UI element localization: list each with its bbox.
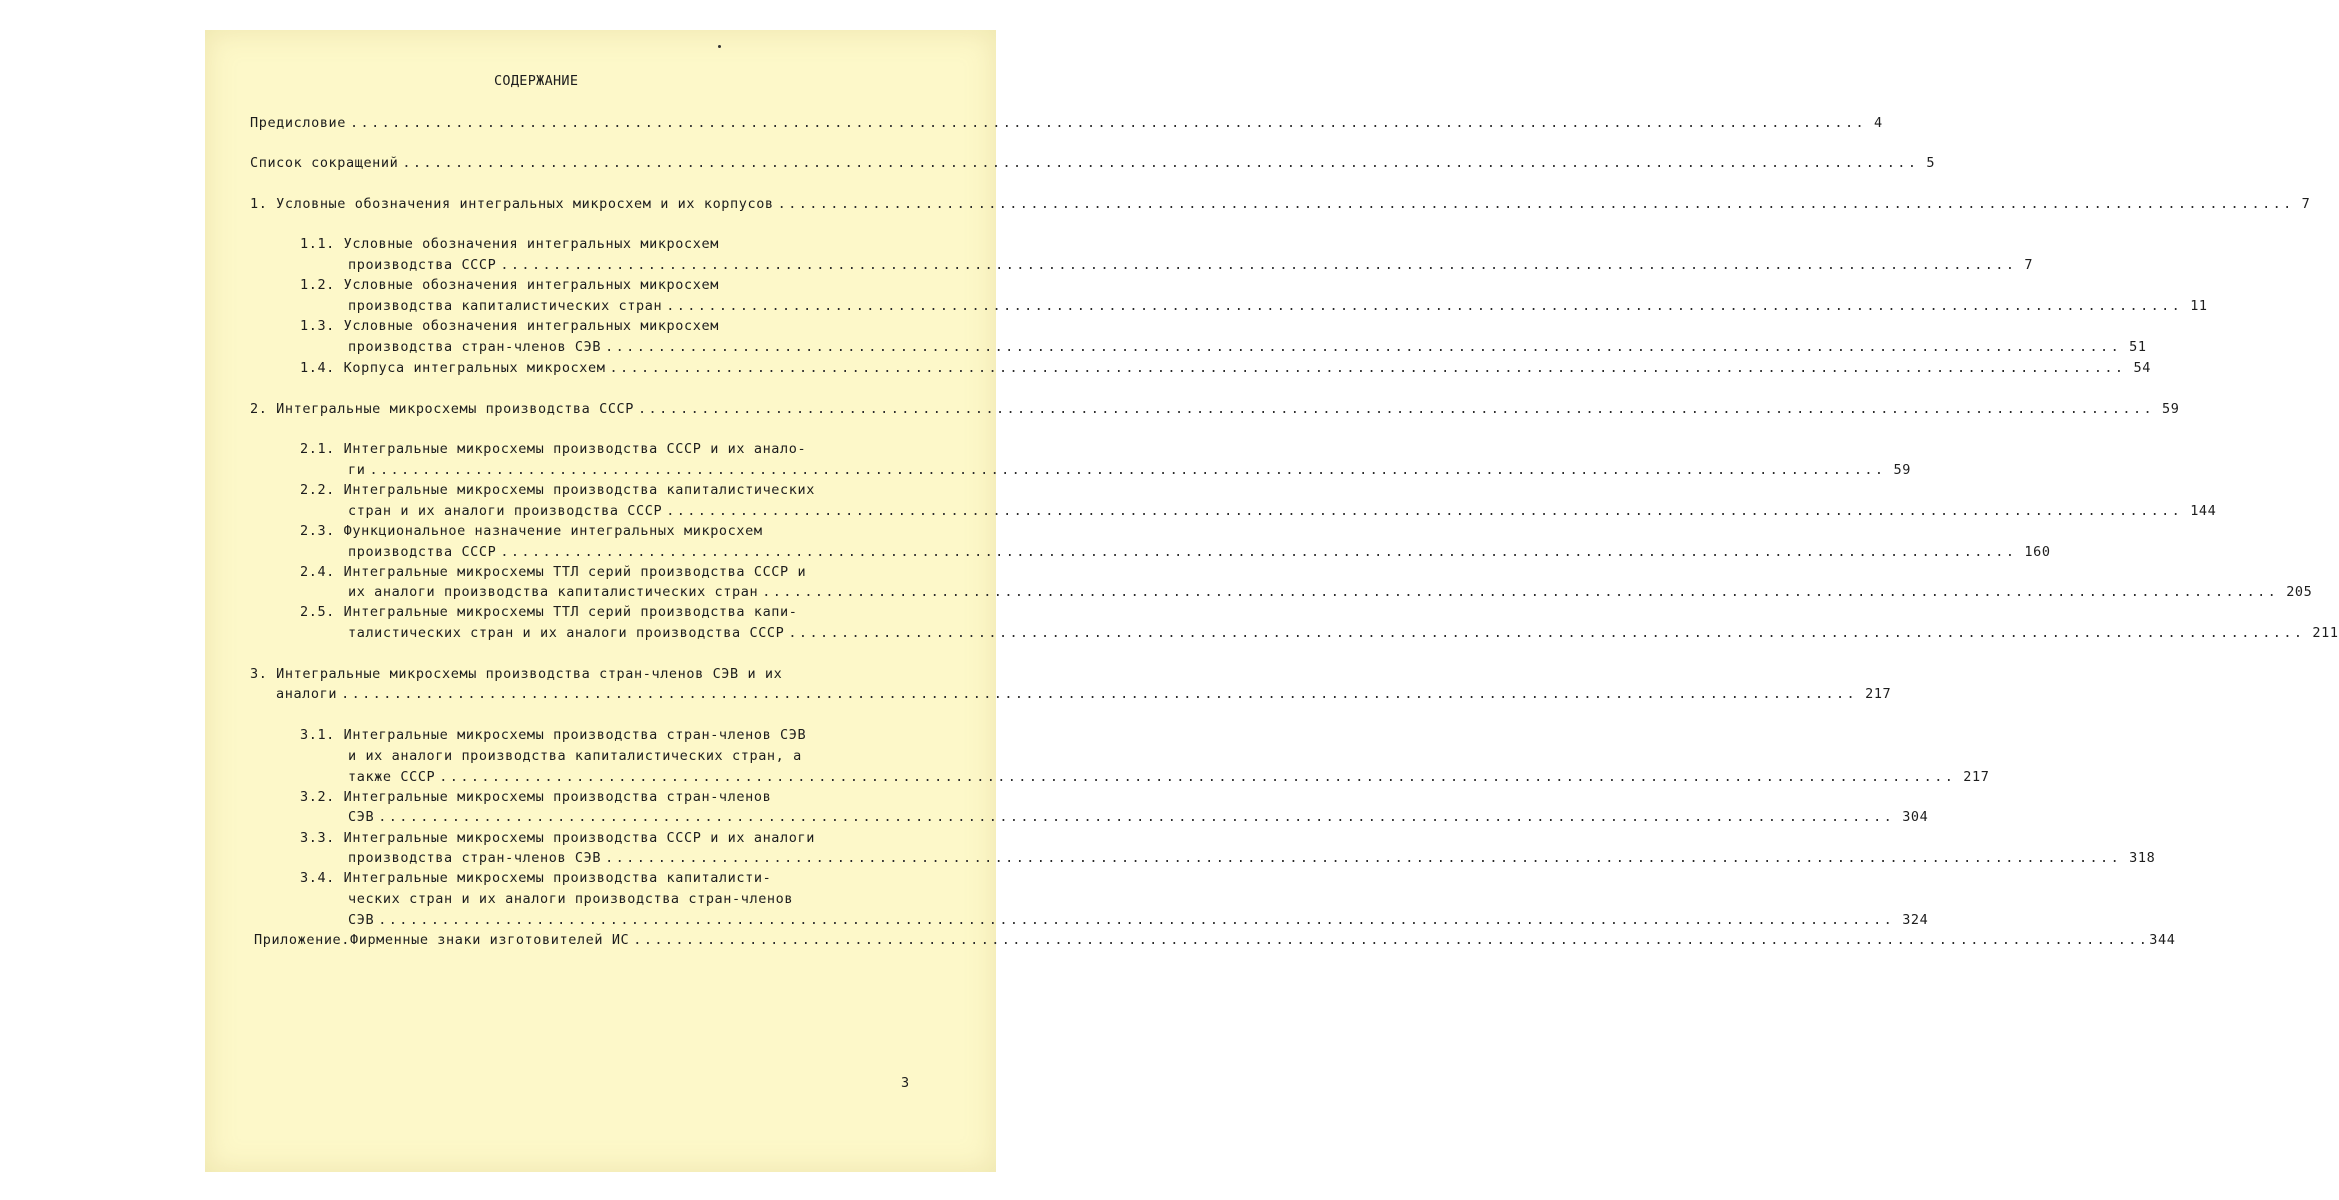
toc-entry-section-1-3 bbox=[348, 338, 2147, 356]
toc-entry-text: СЭВ bbox=[348, 912, 375, 928]
toc-entry-lead-line: 2.3. Функциональное назначение интегральных микросхем bbox=[300, 523, 763, 539]
dot-leader: ................................................................................................................................................ bbox=[500, 257, 2017, 273]
toc-entry-section-3-2 bbox=[348, 808, 1929, 826]
toc-entry-chapter-2 bbox=[250, 400, 2180, 418]
toc-page-number: 304 bbox=[1902, 809, 1929, 825]
toc-page-number: 324 bbox=[1902, 912, 1929, 928]
toc-entry-text: СЭВ bbox=[348, 809, 375, 825]
toc-entry-text: Приложение.Фирменные знаки изготовителей ИС bbox=[254, 932, 630, 948]
toc-entry-text: 1. Условные обозначения интегральных микросхем и их корпусов bbox=[250, 196, 774, 212]
toc-entry-section-2-1 bbox=[348, 461, 1911, 479]
dot-leader: ................................................................................................................................................ bbox=[500, 544, 2017, 560]
dot-leader: ................................................................................................................................................ bbox=[369, 462, 1886, 478]
toc-entry-lead-line: 2.1. Интегральные микросхемы производства СССР и их анало- bbox=[300, 441, 807, 457]
toc-entry-text: их аналоги производства капиталистических стран bbox=[348, 584, 759, 600]
toc-entry-text: производства СССР bbox=[348, 544, 497, 560]
toc-entry-section-3-1 bbox=[348, 768, 1990, 786]
toc-entry-abbreviations bbox=[250, 154, 1936, 172]
toc-page-number: 51 bbox=[2129, 339, 2147, 355]
toc-entry-lead-line: 1.1. Условные обозначения интегральных микросхем bbox=[300, 236, 719, 252]
toc-entry-text: аналоги bbox=[276, 686, 338, 702]
dot-leader: ................................................................................................................................................ bbox=[439, 769, 1956, 785]
toc-entry-section-2-2 bbox=[348, 502, 2217, 520]
dot-leader: ................................................................................................................................................ bbox=[762, 584, 2279, 600]
toc-page-number: 54 bbox=[2133, 360, 2151, 376]
toc-page-number: 59 bbox=[2162, 401, 2180, 417]
toc-entry-text: 1.4. Корпуса интегральных микросхем bbox=[300, 360, 606, 376]
toc-entry-lead-line: 2.4. Интегральные микросхемы ТТЛ серий производства СССР и bbox=[300, 564, 807, 580]
dot-leader: ................................................................................................................................................ bbox=[666, 298, 2183, 314]
toc-entry-lead-line: 1.2. Условные обозначения интегральных микросхем bbox=[300, 277, 719, 293]
toc-entry-appendix bbox=[254, 931, 2176, 949]
toc-entry-section-1-4 bbox=[300, 359, 2151, 377]
dot-leader: ................................................................................................................................................ bbox=[378, 912, 1895, 928]
toc-page-number: 217 bbox=[1963, 769, 1990, 785]
toc-entry-lead-line: 3.2. Интегральные микросхемы производства стран-членов bbox=[300, 789, 772, 805]
toc-entry-lead-line: и их аналоги производства капиталистических стран, а bbox=[348, 748, 802, 764]
ink-speck bbox=[718, 45, 721, 48]
toc-entry-text: также СССР bbox=[348, 769, 436, 785]
toc-page-number: 7 bbox=[2301, 196, 2311, 212]
dot-leader: ................................................................................................................................................ bbox=[638, 401, 2155, 417]
toc-page-number: 11 bbox=[2190, 298, 2208, 314]
toc-page-number: 144 bbox=[2190, 503, 2217, 519]
page-title: СОДЕРЖАНИЕ bbox=[494, 73, 579, 89]
toc-entry-text: ги bbox=[348, 462, 366, 478]
dot-leader: ................................................................................................................................................ bbox=[350, 115, 1867, 131]
toc-entry-lead-line: 3. Интегральные микросхемы производства стран-членов СЭВ и их bbox=[250, 666, 783, 682]
toc-entry-text: производства СССР bbox=[348, 257, 497, 273]
toc-entry-text: Список сокращений bbox=[250, 155, 399, 171]
toc-entry-lead-line: 3.3. Интегральные микросхемы производства СССР и их аналоги bbox=[300, 830, 815, 846]
toc-page-number: 205 bbox=[2286, 584, 2313, 600]
toc-entry-lead-line: 3.4. Интегральные микросхемы производства капиталисти- bbox=[300, 870, 772, 886]
toc-entry-section-1-2 bbox=[348, 297, 2208, 315]
page-number: 3 bbox=[901, 1075, 910, 1091]
toc-page-number: 59 bbox=[1893, 462, 1911, 478]
dot-leader: ................................................................................................................................................ bbox=[605, 339, 2122, 355]
toc-entry-text: Предисловие bbox=[250, 115, 347, 131]
toc-page-number: 4 bbox=[1874, 115, 1883, 131]
toc-entry-section-3-4 bbox=[348, 911, 1929, 929]
dot-leader: ................................................................................................................................................ bbox=[666, 503, 2183, 519]
toc-entry-lead-line: 1.3. Условные обозначения интегральных микросхем bbox=[300, 318, 719, 334]
dot-leader: ................................................................................................................................................ bbox=[609, 360, 2126, 376]
toc-entry-text: производства стран-членов СЭВ bbox=[348, 339, 602, 355]
toc-entry-section-1-1 bbox=[348, 256, 2034, 274]
toc-page-number: 7 bbox=[2024, 257, 2034, 273]
dot-leader: ................................................................................................................................................ bbox=[633, 932, 2150, 948]
toc-entry-lead-line: 3.1. Интегральные микросхемы производства стран-членов СЭВ bbox=[300, 727, 807, 743]
dot-leader: ................................................................................................................................................ bbox=[402, 155, 1919, 171]
toc-page-number: 217 bbox=[1865, 686, 1892, 702]
toc-page-number: 344 bbox=[2149, 932, 2176, 948]
toc-entry-section-3-3 bbox=[348, 849, 2156, 867]
toc-entry-preface bbox=[250, 114, 1883, 132]
toc-entry-lead-line: 2.5. Интегральные микросхемы ТТЛ серий производства капи- bbox=[300, 604, 798, 620]
dot-leader: ................................................................................................................................................ bbox=[777, 196, 2294, 212]
toc-entry-section-2-4 bbox=[348, 583, 2313, 601]
toc-page-number: 160 bbox=[2024, 544, 2051, 560]
toc-entry-section-2-5 bbox=[348, 624, 2339, 642]
toc-page-number: 5 bbox=[1926, 155, 1936, 171]
toc-page-number: 318 bbox=[2129, 850, 2156, 866]
dot-leader: ................................................................................................................................................ bbox=[341, 686, 1858, 702]
toc-page-number: 211 bbox=[2312, 625, 2339, 641]
toc-entry-chapter-1 bbox=[250, 195, 2311, 213]
toc-entry-text: талистических стран и их аналоги производства СССР bbox=[348, 625, 785, 641]
toc-entry-text: 2. Интегральные микросхемы производства СССР bbox=[250, 401, 635, 417]
toc-entry-chapter-3 bbox=[276, 685, 1892, 703]
dot-leader: ................................................................................................................................................ bbox=[605, 850, 2122, 866]
toc-entry-section-2-3 bbox=[348, 543, 2051, 561]
toc-entry-lead-line: ческих стран и их аналоги производства стран-членов bbox=[348, 891, 794, 907]
toc-entry-text: производства стран-членов СЭВ bbox=[348, 850, 602, 866]
dot-leader: ................................................................................................................................................ bbox=[788, 625, 2305, 641]
dot-leader: ................................................................................................................................................ bbox=[378, 809, 1895, 825]
toc-entry-text: производства капиталистических стран bbox=[348, 298, 663, 314]
toc-entry-lead-line: 2.2. Интегральные микросхемы производства капиталистических bbox=[300, 482, 815, 498]
toc-entry-text: стран и их аналоги производства СССР bbox=[348, 503, 663, 519]
